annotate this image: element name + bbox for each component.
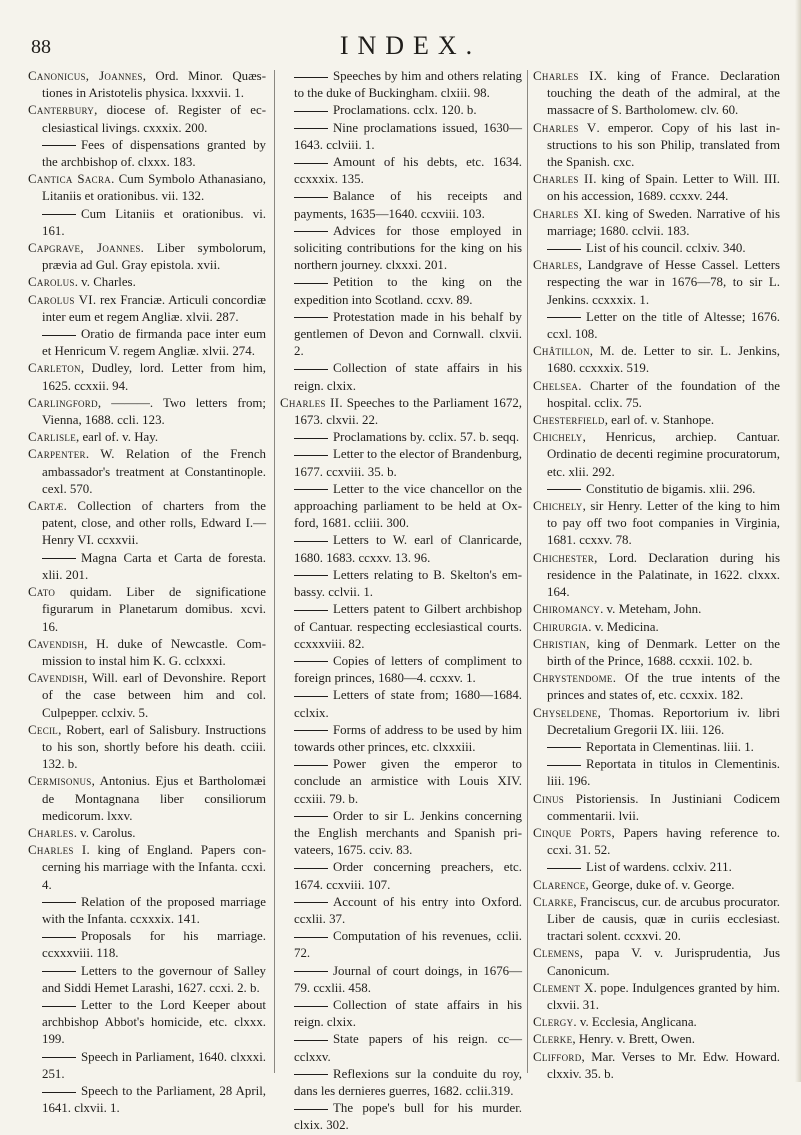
index-entry bbox=[28, 670, 266, 722]
entry-headword: Carolus VI bbox=[28, 292, 93, 307]
column-2 bbox=[280, 68, 522, 1135]
entry-text: The pope's bull for his murder. clxix. 302. bbox=[294, 1101, 522, 1133]
entry-text: State papers of his reign. cc—cclxxv. bbox=[294, 1032, 522, 1064]
entry-text: Order to sir L. Jenkins concerning the English merchants and Spanish privateers, 1675. cciv. 83. bbox=[294, 808, 522, 858]
index-entry bbox=[533, 1014, 780, 1031]
repeat-dash bbox=[294, 1109, 328, 1110]
index-entry bbox=[280, 687, 522, 721]
index-entry bbox=[28, 102, 266, 136]
entry-headword: Canterbury bbox=[28, 103, 95, 118]
entry-text: Amount of his debts, etc. 1634. ccxxxix. 135. bbox=[294, 155, 522, 187]
entry-headword: Clemens bbox=[533, 946, 580, 961]
column-rule-right bbox=[527, 70, 528, 1073]
index-entry bbox=[280, 997, 522, 1031]
entry-text: , earl of. v. Hay. bbox=[76, 430, 159, 445]
repeat-dash bbox=[294, 163, 328, 164]
entry-text: . king of England. Papers concerning his marriage with the Infanta. ccxi. 4. bbox=[42, 843, 266, 892]
entry-text: , Henricus, archiep. Cantuar. Ordinatio de decenti regimine procuratorum, etc. xlii. 292. bbox=[547, 430, 780, 479]
entry-text: Speech in Parliament, 1640. clxxxi. 251. bbox=[42, 1049, 266, 1081]
entry-text: . v. Carolus. bbox=[73, 825, 136, 840]
entry-text: , Thomas. Reportorium iv. libri Decretalium Gregorii IX. liii. 126. bbox=[547, 705, 780, 737]
entry-text: , Henry. v. Brett, Owen. bbox=[572, 1032, 695, 1047]
entry-headword: Clement X bbox=[533, 980, 594, 995]
entry-text: , Lord. Declaration during his residence in the Palatinate, in 1622. clxxx. 164. bbox=[547, 550, 780, 600]
entry-headword: Cinus bbox=[533, 791, 565, 806]
repeat-dash bbox=[42, 335, 76, 336]
index-entry bbox=[533, 1031, 780, 1048]
index-entry bbox=[280, 154, 522, 188]
index-entry bbox=[280, 309, 522, 361]
entry-headword: Chrystendome bbox=[533, 671, 613, 686]
index-entry bbox=[28, 928, 266, 962]
index-entry bbox=[28, 825, 266, 842]
entry-text: . king of Sweden. Narrative of his marriage; 1680. cclvii. 183. bbox=[547, 206, 780, 238]
index-entry bbox=[280, 653, 522, 687]
index-entry bbox=[533, 240, 780, 257]
index-entry bbox=[28, 584, 266, 636]
entry-text: , ———. Two letters from; Vienna, 1688. ccli. 123. bbox=[42, 395, 266, 428]
repeat-dash bbox=[547, 747, 581, 748]
repeat-dash bbox=[294, 661, 328, 662]
repeat-dash bbox=[547, 765, 581, 766]
entry-headword: Cermisonus bbox=[28, 774, 92, 789]
index-entry bbox=[280, 894, 522, 928]
repeat-dash bbox=[42, 145, 76, 146]
repeat-dash bbox=[294, 1074, 328, 1075]
entry-headword: Chelsea bbox=[533, 378, 579, 393]
entry-text: Constitutio de bigamis. xlii. 296. bbox=[586, 481, 756, 496]
entry-text: Letters patent to Gilbert archbishop of Cantuar. respecting ecclesiastical courts. ccxxxviii. 82. bbox=[294, 602, 522, 651]
entry-text: . emperor. Copy of his last instructions to his son Philip, translated from the Spanish. cxc. bbox=[547, 120, 780, 170]
entry-text: , George, duke of. v. George. bbox=[585, 877, 735, 892]
index-entry bbox=[533, 894, 780, 946]
repeat-dash bbox=[42, 1057, 76, 1058]
entry-text: Power given the emperor to conclude an armistice with Louis XIV. ccxiii. 79. b. bbox=[294, 757, 522, 806]
entry-headword: Charles V bbox=[533, 120, 597, 135]
index-entry bbox=[280, 68, 522, 102]
entry-text: , H. duke of Newcastle. Commission to instal him K. G. cclxxxi. bbox=[42, 636, 266, 668]
entry-headword: Chirurgia bbox=[533, 619, 589, 634]
entry-text: Letter to the Lord Keeper about archbishop Abbot's homicide, etc. clxxx. 199. bbox=[42, 997, 266, 1047]
entry-text: Collection of state affairs in his reign. clxix. bbox=[294, 997, 522, 1030]
entry-text: Speeches by him and others relating to the duke of Buckingham. clxiii. 98. bbox=[294, 69, 522, 101]
index-entry bbox=[28, 997, 266, 1049]
entry-text: Letter to the vice chancellor on the approaching parliament to be held at Oxford, 1681. ccliii. 300. bbox=[294, 481, 522, 531]
entry-headword: Charles II bbox=[533, 172, 594, 187]
entry-text: , M. de. Letter to sir. L. Jenkins, 1680. ccxxxix. 519. bbox=[547, 344, 780, 376]
entry-text: Balance of his receipts and payments, 1635—1640. ccxviii. 103. bbox=[294, 189, 522, 221]
index-entry bbox=[28, 963, 266, 997]
entry-headword: Carpenter bbox=[28, 447, 86, 462]
entry-text: Reflexions sur la conduite du roy, dans les dernieres guerres, 1682. cclii.319. bbox=[294, 1066, 522, 1098]
entry-text: . Collection of charters from the patent, close, and other rolls, Edward I.—Henry VI. ccxxvii. bbox=[42, 499, 266, 548]
entry-text: , king of Denmark. Letter on the birth of the Prince, 1688. ccxxii. 102. b. bbox=[547, 636, 780, 668]
entry-text: Copies of letters of compliment to foreign princes, 1680—4. ccxxv. 1. bbox=[294, 653, 522, 686]
index-entry bbox=[28, 498, 266, 550]
entry-text: Protestation made in his behalf by gentlemen of Devon and Cornwall. clxvii. 2. bbox=[294, 309, 522, 359]
index-entry bbox=[533, 601, 780, 618]
entry-text: Proclamations by. cclix. 57. b. seqq. bbox=[333, 430, 520, 445]
index-entry bbox=[280, 102, 522, 119]
entry-headword: Charles bbox=[533, 258, 579, 273]
repeat-dash bbox=[294, 455, 328, 456]
entry-text: Forms of address to be used by him towards other princes, etc. clxxxiii. bbox=[294, 722, 522, 754]
index-entry bbox=[533, 619, 780, 636]
repeat-dash bbox=[294, 128, 328, 129]
page-title: INDEX. bbox=[339, 31, 482, 60]
repeat-dash bbox=[294, 231, 328, 232]
index-entry bbox=[533, 825, 780, 859]
entry-headword: Clarke bbox=[533, 894, 574, 909]
entry-headword: Chyseldene bbox=[533, 705, 598, 720]
entry-headword: Carlingford bbox=[28, 395, 98, 410]
index-entry bbox=[533, 171, 780, 205]
repeat-dash bbox=[294, 575, 328, 576]
entry-headword: Charles XI bbox=[533, 206, 598, 221]
entry-text: , Ord. Minor. Quæstiones in Aristotelis physica. lxxxvii. 1. bbox=[42, 69, 266, 101]
index-entry bbox=[533, 705, 780, 739]
entry-headword: Clergy bbox=[533, 1015, 574, 1030]
repeat-dash bbox=[42, 1006, 76, 1007]
repeat-dash bbox=[294, 971, 328, 972]
index-entry bbox=[533, 756, 780, 790]
repeat-dash bbox=[42, 1092, 76, 1093]
index-entry bbox=[28, 395, 266, 429]
entry-text: . rex Franciæ. Articuli concordiæ inter eum et regem Angliæ. xlvii. 287. bbox=[42, 292, 266, 324]
repeat-dash bbox=[294, 438, 328, 439]
index-entry bbox=[28, 360, 266, 394]
index-entry bbox=[280, 1100, 522, 1134]
repeat-dash bbox=[42, 937, 76, 938]
entry-text: Letters relating to B. Skelton's embassy. cclvii. 1. bbox=[294, 567, 522, 600]
entry-text: Proclamations. cclx. 120. b. bbox=[333, 103, 477, 118]
index-entry bbox=[28, 1049, 266, 1083]
repeat-dash bbox=[547, 249, 581, 250]
entry-text: , Mar. Verses to Mr. Edw. Howard. clxxiv. 35. b. bbox=[547, 1049, 780, 1081]
entry-text: . Liber symbolorum, prævia ad Gul. Gray epistola. xvii. bbox=[42, 241, 266, 273]
index-entry bbox=[533, 343, 780, 377]
entry-text: , Franciscus, cur. de arcubus procurator. Liber de causis, quæ in curiis ecclesiast. tractari solent. ccxxvi. 20. bbox=[547, 894, 780, 944]
index-entry bbox=[280, 928, 522, 962]
entry-text: Reportata in Clementinas. liii. 1. bbox=[586, 739, 754, 754]
entry-headword: Carleton bbox=[28, 361, 81, 376]
index-entry bbox=[533, 636, 780, 670]
entry-headword: Chichely bbox=[533, 430, 583, 445]
index-entry bbox=[533, 550, 780, 602]
entry-headword: Charles II bbox=[280, 395, 340, 410]
index-entry bbox=[280, 808, 522, 860]
entry-text: Letter on the title of Altesse; 1676. ccxl. 108. bbox=[547, 309, 780, 342]
page-number: 88 bbox=[31, 36, 51, 58]
entry-headword: Carlisle bbox=[28, 430, 76, 445]
repeat-dash bbox=[294, 541, 328, 542]
repeat-dash bbox=[547, 489, 581, 490]
entry-headword: Charles IX bbox=[533, 69, 604, 83]
entry-text: quidam. Liber de significatione figurarum in Planetarum domibus. xcvi. 16. bbox=[42, 585, 266, 634]
index-entry bbox=[28, 446, 266, 498]
repeat-dash bbox=[547, 868, 581, 869]
entry-text: Magna Carta et Carta de foresta. xlii. 201. bbox=[42, 550, 266, 582]
repeat-dash bbox=[294, 902, 328, 903]
index-entry bbox=[280, 120, 522, 154]
entry-headword: Clarence bbox=[533, 877, 586, 892]
page-edge-shadow bbox=[795, 0, 801, 1082]
entry-text: . king of Spain. Letter to Will. III. on his accession, 1689. ccxxv. 244. bbox=[547, 172, 780, 204]
entry-text: , diocese of. Register of ecclesiastical livings. cxxxix. 200. bbox=[42, 103, 266, 135]
entry-text: Order concerning preachers, etc. 1674. ccxviii. 107. bbox=[294, 860, 522, 892]
index-entry bbox=[280, 395, 522, 429]
repeat-dash bbox=[294, 1006, 328, 1007]
repeat-dash bbox=[294, 610, 328, 611]
repeat-dash bbox=[294, 197, 328, 198]
index-entry bbox=[28, 773, 266, 825]
index-entry bbox=[533, 739, 780, 756]
entry-text: Account of his entry into Oxford. ccxlii. 37. bbox=[294, 894, 522, 926]
entry-headword: Canonicus, Joannes bbox=[28, 69, 143, 83]
index-entry bbox=[280, 274, 522, 308]
index-entry bbox=[28, 894, 266, 928]
repeat-dash bbox=[294, 317, 328, 318]
index-entry bbox=[533, 791, 780, 825]
entry-text: . Charter of the foundation of the hospital. cclix. 75. bbox=[547, 378, 780, 410]
repeat-dash bbox=[294, 868, 328, 869]
entry-headword: Carolus bbox=[28, 275, 75, 290]
entry-headword: Cantica Sacra bbox=[28, 172, 112, 187]
index-entry bbox=[28, 206, 266, 240]
repeat-dash bbox=[294, 77, 328, 78]
entry-text: . v. Meteham, John. bbox=[600, 602, 702, 617]
index-entry bbox=[533, 945, 780, 979]
index-entry bbox=[280, 567, 522, 601]
index-entry bbox=[280, 1031, 522, 1065]
entry-text: . Of the true intents of the princes and states of, etc. ccxxix. 182. bbox=[547, 671, 780, 703]
entry-text: , Papers having reference to. ccxi. 31. 52. bbox=[547, 825, 780, 858]
entry-headword: Charles bbox=[28, 825, 74, 840]
index-entry bbox=[280, 601, 522, 653]
index-entry bbox=[28, 636, 266, 670]
index-entry bbox=[280, 429, 522, 446]
entry-text: Petition to the king on the expedition into Scotland. ccxv. 89. bbox=[294, 275, 522, 307]
index-entry bbox=[280, 481, 522, 533]
entry-text: . pope. Indulgences granted by him. clxvii. 31. bbox=[547, 980, 781, 1012]
entry-headword: Christian bbox=[533, 636, 587, 651]
entry-text: . Speeches to the Parliament 1672, 1673. clxvii. 22. bbox=[294, 395, 522, 428]
index-entry bbox=[28, 171, 266, 205]
entry-headword: Cartæ bbox=[28, 499, 64, 514]
entry-text: . W. Relation of the French ambassador's treatment at Constantinople. cexl. 570. bbox=[42, 447, 266, 496]
index-entry bbox=[28, 429, 266, 446]
entry-headword: Chichester bbox=[533, 550, 595, 565]
entry-text: , earl of. v. Stanhope. bbox=[604, 413, 715, 428]
entry-headword: Cavendish bbox=[28, 671, 85, 686]
entry-text: Cum Litaniis et orationibus. vi. 161. bbox=[42, 206, 266, 238]
repeat-dash bbox=[294, 696, 328, 697]
entry-headword: Chesterfield bbox=[533, 413, 605, 428]
index-entry bbox=[280, 722, 522, 756]
index-entry bbox=[280, 360, 522, 394]
index-entry bbox=[533, 309, 780, 343]
column-1 bbox=[28, 68, 266, 1117]
column-rule-left bbox=[274, 70, 275, 1073]
entry-text: Letters to W. earl of Clanricarde, 1680. 1683. ccxxv. 13. 96. bbox=[294, 533, 522, 565]
entry-headword: Capgrave, Joannes bbox=[28, 241, 141, 256]
index-entry bbox=[533, 429, 780, 481]
index-entry bbox=[28, 1083, 266, 1117]
repeat-dash bbox=[294, 1040, 328, 1041]
entry-text: Journal of court doings, in 1676—79. ccxlii. 458. bbox=[294, 963, 522, 995]
index-entry bbox=[280, 223, 522, 275]
entry-text: Advices for those employed in soliciting contributions for the king on his northern journey. clxxxi. 201. bbox=[294, 223, 522, 273]
repeat-dash bbox=[42, 902, 76, 903]
entry-headword: Cecil bbox=[28, 722, 59, 737]
entry-headword: Charles I bbox=[28, 843, 87, 858]
index-entry bbox=[28, 292, 266, 326]
entry-text: List of his council. cclxiv. 340. bbox=[586, 241, 746, 256]
entry-text: , Antonius. Ejus et Bartholomæi de Montagnana liber consiliorum medicorum. lxxv. bbox=[42, 774, 266, 823]
repeat-dash bbox=[294, 111, 328, 112]
entry-text: , Will. earl of Devonshire. Report of the case between him and col. Culpepper. cclxiv. 5. bbox=[42, 671, 266, 720]
entry-headword: Cinque Ports bbox=[533, 825, 612, 840]
entry-text: . v. Ecclesia, Anglicana. bbox=[573, 1015, 697, 1030]
entry-headword: Chiromancy bbox=[533, 602, 601, 617]
entry-text: Pistoriensis. In Justiniani Codicem commentarii. lvii. bbox=[547, 791, 780, 823]
index-entry bbox=[28, 68, 266, 102]
index-entry bbox=[280, 756, 522, 808]
entry-text: , Landgrave of Hesse Cassel. Letters respecting the war in 1676—78, to sir L. Jenkins. ccxxxix. 1. bbox=[547, 258, 780, 307]
index-entry bbox=[533, 120, 780, 172]
repeat-dash bbox=[294, 369, 328, 370]
index-entry bbox=[280, 532, 522, 566]
index-entry bbox=[533, 980, 780, 1014]
entry-headword: Clifford bbox=[533, 1049, 582, 1064]
index-entry bbox=[28, 137, 266, 171]
repeat-dash bbox=[294, 937, 328, 938]
index-entry bbox=[533, 412, 780, 429]
entry-text: , papa V. v. Jurisprudentia, Jus Canonicum. bbox=[547, 946, 780, 978]
index-entry bbox=[28, 842, 266, 894]
entry-text: . v. Charles. bbox=[74, 275, 136, 290]
index-entry bbox=[533, 498, 780, 550]
column-3 bbox=[533, 68, 780, 1083]
entry-text: Proposals for his marriage. ccxxxviii. 118. bbox=[42, 929, 266, 961]
index-entry bbox=[533, 206, 780, 240]
entry-text: Letters of state from; 1680—1684. cclxix. bbox=[294, 688, 522, 720]
entry-text: Relation of the proposed marriage with the Infanta. ccxxxix. 141. bbox=[42, 894, 266, 926]
index-entry bbox=[28, 240, 266, 274]
index-entry bbox=[28, 274, 266, 291]
index-entry bbox=[533, 670, 780, 704]
entry-text: Fees of dispensations granted by the archbishop of. clxxx. 183. bbox=[42, 137, 266, 170]
repeat-dash bbox=[547, 317, 581, 318]
entry-headword: Clerke bbox=[533, 1032, 573, 1047]
entry-text: , Robert, earl of Salisbury. Instructions to his son, shortly before his death. cciii. 132. b. bbox=[42, 722, 266, 772]
repeat-dash bbox=[42, 558, 76, 559]
entry-text: Letter to the elector of Brandenburg, 1677. ccxviii. 35. b. bbox=[294, 447, 522, 479]
index-entry bbox=[533, 859, 780, 876]
index-entry bbox=[533, 257, 780, 309]
repeat-dash bbox=[294, 489, 328, 490]
repeat-dash bbox=[294, 730, 328, 731]
index-entry bbox=[280, 859, 522, 893]
index-entry bbox=[533, 1049, 780, 1083]
entry-headword: Cavendish bbox=[28, 636, 85, 651]
entry-text: , Dudley, lord. Letter from him, 1625. ccxxii. 94. bbox=[42, 361, 266, 393]
entry-text: . Cum Symbolo Athanasiano, Litaniis et orationibus. vii. 132. bbox=[42, 172, 267, 204]
repeat-dash bbox=[294, 816, 328, 817]
repeat-dash bbox=[42, 214, 76, 215]
repeat-dash bbox=[294, 283, 328, 284]
entry-text: . v. Medicina. bbox=[588, 619, 659, 634]
index-entry bbox=[280, 963, 522, 997]
repeat-dash bbox=[42, 971, 76, 972]
index-entry bbox=[533, 378, 780, 412]
entry-text: Computation of his revenues, cclii. 72. bbox=[294, 929, 522, 961]
entry-headword: Châtillon bbox=[533, 344, 590, 359]
entry-text: , sir Henry. Letter of the king to him to pay off two foot companies in Virginia, 1681. ccxxv. 78. bbox=[547, 499, 780, 548]
entry-text: Collection of state affairs in his reign. clxix. bbox=[294, 361, 522, 393]
index-entry bbox=[28, 722, 266, 774]
entry-text: Nine proclamations issued, 1630—1643. cclviii. 1. bbox=[294, 120, 522, 152]
index-entry bbox=[280, 188, 522, 222]
repeat-dash bbox=[294, 765, 328, 766]
index-entry bbox=[28, 326, 266, 360]
index-entry bbox=[280, 446, 522, 480]
entry-text: Reportata in titulos in Clementinis. liii. 196. bbox=[547, 757, 780, 789]
entry-text: List of wardens. cclxiv. 211. bbox=[586, 860, 732, 875]
entry-text: Speech to the Parliament, 28 April, 1641. clxvii. 1. bbox=[42, 1083, 266, 1116]
entry-headword: Chichely bbox=[533, 499, 583, 514]
entry-headword: Cato bbox=[28, 585, 56, 600]
index-entry bbox=[280, 1066, 522, 1100]
index-entry bbox=[533, 481, 780, 498]
index-entry bbox=[533, 68, 780, 120]
entry-text: . king of France. Declaration touching the death of the admiral, at the massacre of S. Bartholomew. clv. 60. bbox=[547, 69, 780, 118]
index-columns bbox=[28, 68, 781, 1133]
index-entry bbox=[28, 550, 266, 584]
index-entry bbox=[533, 877, 780, 894]
entry-text: Oratio de firmanda pace inter eum et Henricum V. regem Angliæ. xlvii. 274. bbox=[42, 327, 266, 359]
entry-text: Letters to the governour of Salley and Siddi Hemet Larashi, 1627. ccxi. 2. b. bbox=[42, 963, 266, 995]
